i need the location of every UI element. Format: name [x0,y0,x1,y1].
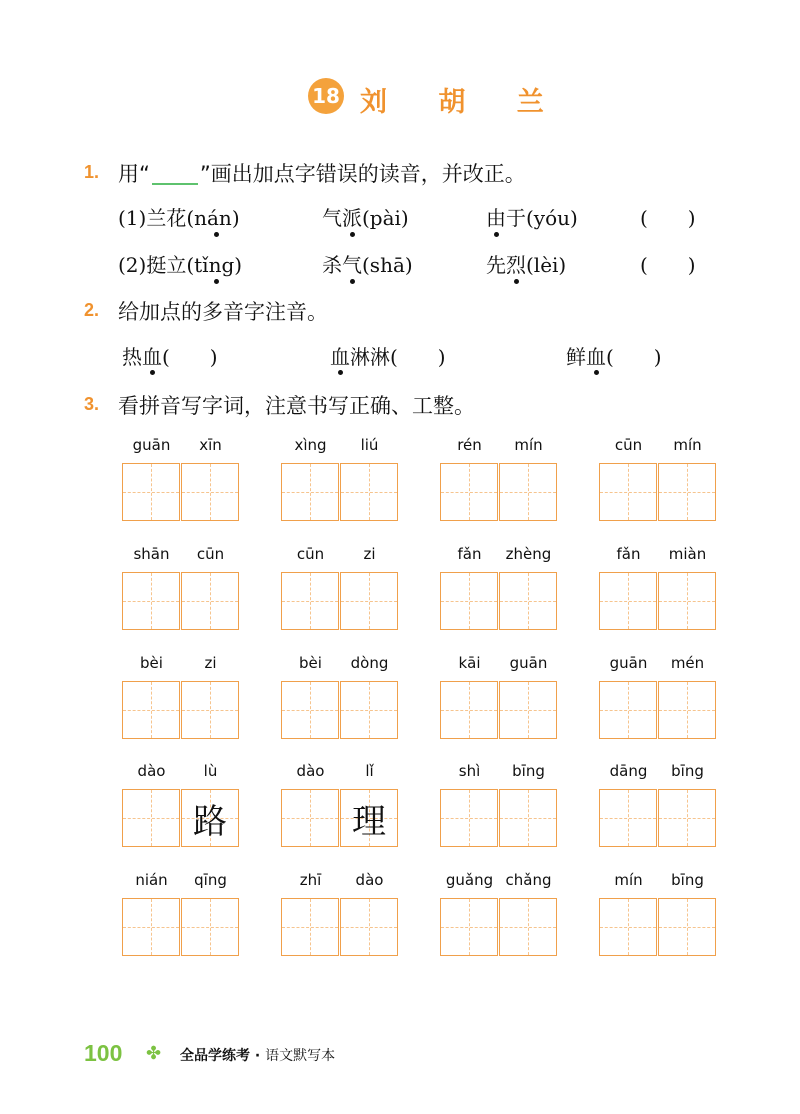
pinyin-label: dào [137,762,166,780]
question-3-number: 3. [84,394,100,414]
word-cell [122,762,240,849]
writing-box[interactable] [122,572,180,630]
writing-box[interactable] [181,681,239,739]
writing-box[interactable] [181,898,239,956]
writing-box[interactable] [122,681,180,739]
word-cell [599,762,717,849]
question-1-text [118,158,526,188]
question-1-text-before: 用“ [118,162,150,186]
emphasis-dot [338,370,343,375]
written-character: 路 [193,801,227,842]
word-cell [122,654,240,741]
word-cell [122,436,240,523]
pinyin-label: zhī [299,871,322,889]
q2-item: 热血( ) [122,345,218,369]
pinyin-label: bèi [140,654,163,672]
pinyin-label: xīn [199,436,222,454]
word-cell [599,436,717,523]
writing-box[interactable] [181,463,239,521]
q1-item: ( ) [640,253,696,277]
question-1-number: 1. [84,162,100,182]
emphasis-dot [514,279,519,284]
pinyin-label: guān [609,654,648,672]
pinyin-label: lù [203,762,218,780]
pinyin-label: mín [514,436,543,454]
underline-sample [152,183,198,185]
pinyin-label: shì [458,762,481,780]
pinyin-label: bèi [299,654,322,672]
writing-box[interactable] [122,463,180,521]
emphasis-dot [150,370,155,375]
q1-item: 先烈(lèi) [486,253,567,277]
writing-box[interactable] [440,572,498,630]
pinyin-label: dào [296,762,325,780]
writing-box[interactable] [440,681,498,739]
writing-box[interactable] [340,789,398,847]
footer-book-title [180,1045,335,1065]
pinyin-label: mén [670,654,705,672]
pinyin-label: miàn [668,545,707,563]
q1-item: 气派(pài) [322,206,409,230]
writing-box[interactable] [599,572,657,630]
word-cell [440,871,558,958]
pinyin-label: fǎn [616,545,641,563]
pinyin-label: dòng [350,654,389,672]
pinyin-label: dào [355,871,384,889]
question-3-text: 看拼音写字词，注意书写正确、工整。 [118,394,475,418]
pinyin-label: zi [363,545,376,563]
writing-box[interactable] [658,898,716,956]
emphasis-dot [350,232,355,237]
footer-subtitle: 语文默写本 [265,1048,336,1064]
writing-box[interactable] [340,463,398,521]
word-cell [599,545,717,632]
question-1-text-after: ”画出加点字错误的读音，并改正。 [199,162,526,186]
pinyin-label: zi [204,654,217,672]
emphasis-dot [214,232,219,237]
pinyin-label: bīng [671,762,704,780]
emphasis-dot [350,279,355,284]
writing-box[interactable] [499,898,557,956]
question-2-number: 2. [84,300,100,320]
writing-box[interactable] [599,898,657,956]
pinyin-label: kāi [458,654,481,672]
q1-item: 由于(yóu) [486,206,578,230]
writing-box[interactable] [340,898,398,956]
pinyin-label: guān [132,436,171,454]
pinyin-label: rén [457,436,482,454]
writing-box[interactable] [499,572,557,630]
writing-box[interactable] [281,789,339,847]
footer-book-name: 全品学练考 [180,1048,250,1064]
word-cell [440,654,558,741]
emphasis-dot [494,232,499,237]
word-cell [281,436,399,523]
writing-box[interactable] [599,463,657,521]
writing-box[interactable] [440,463,498,521]
writing-box[interactable] [340,572,398,630]
word-cell [281,545,399,632]
writing-box[interactable] [599,681,657,739]
writing-box[interactable] [658,572,716,630]
word-cell [281,871,399,958]
lesson-title [0,78,800,118]
word-cell [281,654,399,741]
writing-box[interactable] [122,789,180,847]
q1-item: (1)兰花(nán) [118,206,240,230]
word-cell [440,436,558,523]
pinyin-label: cūn [614,436,643,454]
pinyin-label: dāng [609,762,648,780]
writing-box[interactable] [122,898,180,956]
writing-box[interactable] [340,681,398,739]
q2-item: 鲜血( ) [566,345,662,369]
pinyin-label: bīng [671,871,704,889]
pinyin-label: zhèng [505,545,552,563]
pinyin-label: fǎn [457,545,482,563]
writing-box[interactable] [440,898,498,956]
pinyin-label: mín [673,436,702,454]
word-cell [122,871,240,958]
footer-separator: · [254,1048,261,1064]
writing-box[interactable] [281,898,339,956]
pinyin-label: lǐ [365,762,374,780]
q1-item: (2)挺立(tǐng) [118,253,243,277]
pinyin-label: chǎng [505,871,552,889]
written-character: 理 [352,801,386,842]
pinyin-label: mín [614,871,643,889]
emphasis-dot [594,370,599,375]
word-cell [599,871,717,958]
writing-box[interactable] [658,463,716,521]
writing-box[interactable] [440,789,498,847]
pinyin-label: bīng [512,762,545,780]
pinyin-label: guān [509,654,548,672]
writing-box[interactable] [658,681,716,739]
clover-icon: ✤ [146,1043,162,1064]
pinyin-label: liú [360,436,379,454]
q2-item: 血淋淋( ) [330,345,446,369]
question-2-text: 给加点的多音字注音。 [118,300,328,324]
writing-box[interactable] [281,463,339,521]
writing-box[interactable] [499,463,557,521]
lesson-number-badge: 18 [308,78,344,114]
writing-box[interactable] [281,572,339,630]
word-cell [599,654,717,741]
word-cell [281,762,399,849]
writing-box[interactable] [499,789,557,847]
writing-box[interactable] [181,572,239,630]
writing-box[interactable] [599,789,657,847]
writing-box[interactable] [181,789,239,847]
q1-item: ( ) [640,206,696,230]
word-cell [440,762,558,849]
writing-box[interactable] [281,681,339,739]
q1-item: 杀气(shā) [322,253,413,277]
word-cell [440,545,558,632]
pinyin-label: nián [135,871,168,889]
page-number: 100 [84,1040,123,1066]
word-cell [122,545,240,632]
emphasis-dot [214,279,219,284]
writing-box[interactable] [499,681,557,739]
pinyin-label: xìng [294,436,327,454]
pinyin-label: cūn [196,545,225,563]
writing-box[interactable] [658,789,716,847]
lesson-title-text: 刘 胡 兰 [360,87,565,118]
pinyin-label: cūn [296,545,325,563]
pinyin-label: qīng [194,871,227,889]
pinyin-label: shān [133,545,170,563]
pinyin-label: guǎng [445,871,494,889]
